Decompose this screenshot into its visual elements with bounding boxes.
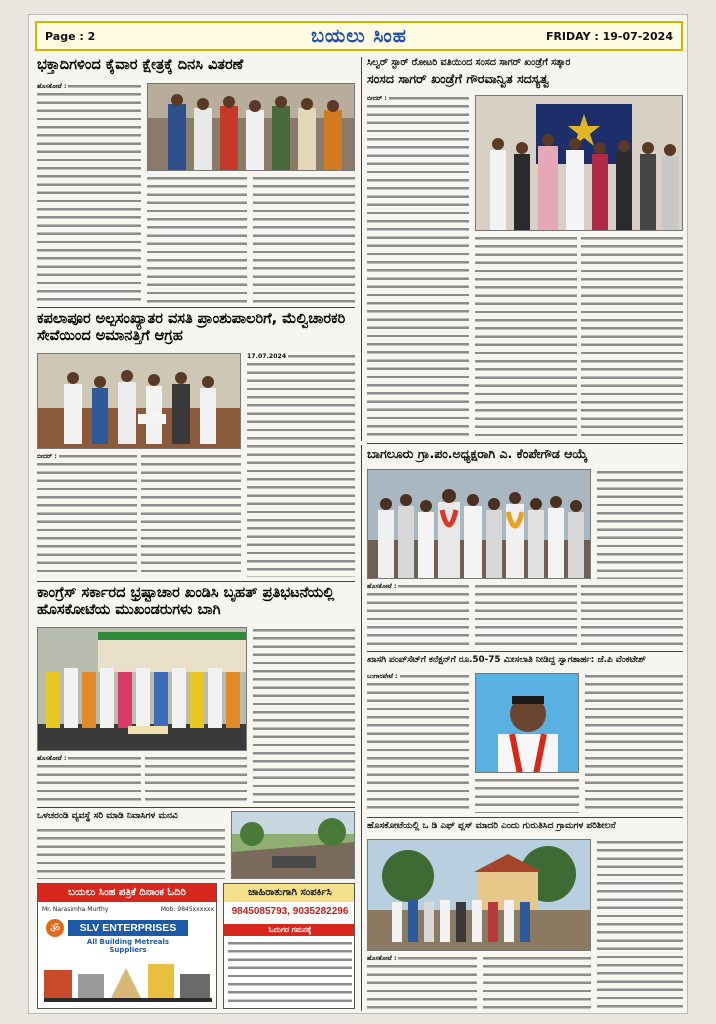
article-3-text-col2 (141, 453, 241, 577)
ad-contact-right: Mob: 9845xxxxxx (160, 906, 214, 913)
article-1-photo (147, 83, 355, 171)
section-rule (367, 817, 683, 818)
readers-notice-title: ಓದುಗರ ಗಮನಕ್ಕೆ (224, 924, 355, 936)
article-7-text (37, 827, 225, 879)
article-2-dateline: ಬೀದರ್ : (367, 95, 387, 102)
article-6-dateline: ಬಂಗಾರಪೇಟೆ : (367, 673, 398, 680)
group-photo-illustration (148, 84, 355, 171)
portrait-illustration (476, 674, 579, 773)
ad-company-name: SLV ENTERPRISES (68, 920, 188, 936)
article-4-text-col3 (581, 583, 683, 647)
article-5-text (253, 627, 355, 803)
article-4-photo (367, 469, 591, 579)
article-2-subhead: ಸಂಸದ ಸಾಗರ್ ಖಂಡ್ರೆಗೆ ಗೌರವಾನ್ವಿತ ಸದಸ್ಯತ್ವ (367, 72, 549, 86)
article-6-headline: ಖಾಸಗಿ ಪಂಪ್‌ಸೆಟ್‌ಗೆ ಕನೆಕ್ಷನ್‌ಗೆ ರೂ.50-75 ಮೀಸಲಾತಿ ನೀಡಿದ್ದ ಸ್ವಾಗತಾರ್ಹ: ಜೆ.ಪಿ ವೆಂಕಟೇಶ್ (367, 655, 646, 665)
article-5-dateline: ಹೊಸಕೋಟೆ : (37, 755, 67, 762)
column-divider (361, 445, 362, 1011)
classified-contact-ad (223, 883, 355, 1009)
article-6-text-col2 (585, 673, 683, 813)
article-2-text-col2 (475, 235, 577, 439)
article-4-dateline: ಹೊಸಕೋಟೆ : (367, 583, 397, 590)
article-4-text (597, 469, 683, 579)
article-3-headline: ಕಪಲಾಪೂರ ಅಲ್ಪಸಂಖ್ಯಾತರ ವಸತಿ ಪ್ರಾಂಶುಪಾಲರಿಗೆ, ಮೆಲ್ವಿಚಾರಕರಿ ಸೇವೆಯಿಂದ ಅಮಾನತ್ತಿಗೆ ಆಗ್ರಹ (37, 311, 346, 344)
article-7-headline: ಒಳಚರಂಡಿ ವ್ಯವಸ್ಥೆ ಸರಿ ಮಾಡಿ ನಿವಾಸಿಗಳ ಮನವಿ (37, 811, 178, 821)
article-1-dateline: ಹೊಸಕೋಟೆ : (37, 83, 67, 90)
ad-tagline: All Building Metreals Suppliers (86, 938, 170, 954)
readers-notice-text (228, 940, 352, 1006)
ad-contact-left: Mr. Narasimha Murthy (42, 906, 109, 913)
article-1-headline: ಭಕ್ತಾದಿಗಳಿಂದ ಕೈವಾರ ಕ್ಷೇತ್ರಕ್ಕೆ ದಿನಸಿ ವಿತರಣೆ (37, 57, 244, 73)
slv-enterprises-ad (37, 883, 217, 1009)
newspaper-page (28, 14, 688, 1014)
article-5-photo (37, 627, 247, 751)
felicitation-photo-illustration (476, 96, 683, 231)
masthead (35, 21, 683, 51)
drainage-photo-illustration (232, 812, 355, 879)
column-divider (361, 57, 362, 441)
article-8-headline: ಹೊಸಕೋಟೆಯಲ್ಲಿ ಒ ಡಿ ಎಫ್ ಪ್ಲಸ್ ಮಾದರಿ ಎಂದು ಗುರುತಿಸಿದ ಗ್ರಾಮಗಳ ಪರಿಶೀಲನೆ (367, 821, 616, 831)
article-3-date: 17.07.2024 (247, 353, 287, 360)
svg-text:ॐ: ॐ (49, 922, 61, 935)
article-4-headline: ಬಾಗಲೂರು ಗ್ರಾ.ಪಂ.ಅಧ್ಯಕ್ಷರಾಗಿ ಎ. ಕೆಂಪೇಗೌಡ ಆಯ್ಕೆ (367, 447, 588, 461)
article-3-dateline: ಬೀದರ್ : (37, 453, 57, 460)
article-8-text-col1 (367, 955, 477, 1009)
article-2-photo (475, 95, 683, 231)
article-1-text (37, 83, 141, 303)
article-8-dateline: ಹೊಸಕೋಟೆ : (367, 955, 397, 962)
article-4-text-col1 (367, 583, 469, 647)
article-2-text-col3 (581, 235, 683, 439)
article-2-text (367, 95, 469, 439)
section-rule (37, 807, 355, 808)
article-5-text-col1 (37, 755, 141, 803)
article-3-text-col1 (37, 453, 137, 577)
celebration-photo-illustration (368, 470, 591, 579)
article-6-text-col3 (475, 777, 579, 813)
article-6-portrait (475, 673, 579, 773)
article-1-text-col3 (253, 175, 355, 303)
ad-header-bar: ಬಯಲು ಸಿಂಹ ಪತ್ರಿಕೆ ದಿನಾಂಕ ಓದಿರಿ (38, 884, 216, 902)
section-rule (37, 581, 355, 582)
classified-phones: 9845085793, 9035282296 (231, 906, 349, 917)
article-5-headline: ಕಾಂಗ್ರೆಸ್ ಸರ್ಕಾರದ ಭ್ರಷ್ಟಾಚಾರ ಖಂಡಿಸಿ ಬೃಹತ್ ಪ್ರತಿಭಟನೆಯಲ್ಲಿ ಹೊಸಕೋಟೆಯ ಮುಖಂಡರುಗಳು ಬಾಗಿ (37, 585, 335, 618)
section-rule (367, 651, 683, 652)
article-3-photo (37, 353, 241, 449)
article-8-text (597, 839, 683, 1009)
page-number: Page : 2 (45, 30, 96, 43)
article-7-photo (231, 811, 355, 879)
ad-materials-illustration (44, 950, 212, 1002)
om-symbol-icon (44, 918, 66, 938)
village-inspection-photo-illustration (368, 840, 591, 951)
article-5-text-col2 (145, 755, 247, 803)
article-4-text-col2 (475, 583, 577, 647)
memorandum-photo-illustration (38, 354, 241, 449)
article-3-text (247, 353, 355, 577)
article-2-headline: ಸಿಲ್ವರ್ ಸ್ಟಾರ್ ರೋಟರಿ ವತಿಯಿಂದ ಸಂಸದ ಸಾಗರ್ ಖಂಡ್ರೆಗೆ ಸತ್ಕಾರ (367, 57, 571, 68)
article-1-text-col2 (147, 175, 247, 303)
issue-date: FRIDAY : 19-07-2024 (545, 30, 673, 43)
section-rule (37, 307, 355, 308)
article-6-text (367, 673, 469, 813)
article-8-text-col2 (483, 955, 591, 1009)
newspaper-title: ಬಯಲು ಸಿಂಹ (311, 25, 407, 47)
section-rule (367, 443, 683, 444)
classified-heading: ಜಾಹಿರಾತುಗಾಗಿ ಸಂಪರ್ಕಿಸಿ (224, 884, 355, 902)
protest-photo-illustration (38, 628, 247, 751)
article-8-photo (367, 839, 591, 951)
